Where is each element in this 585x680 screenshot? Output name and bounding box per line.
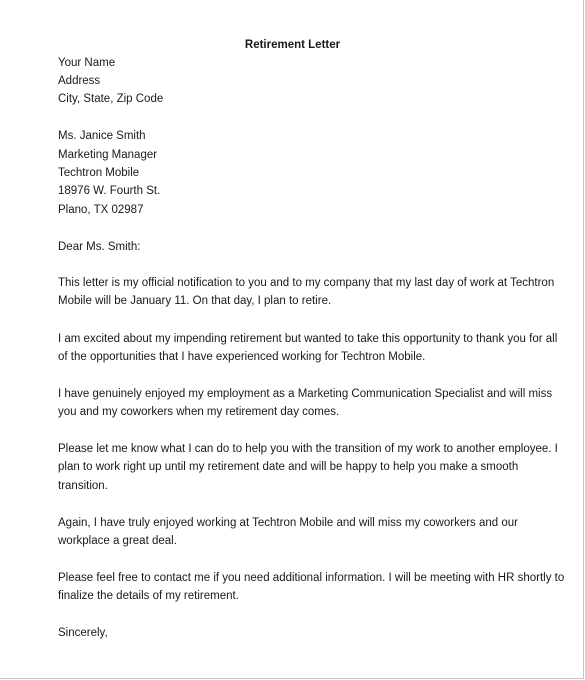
paragraph-1-line: Mobile will be January 11. On that day, I plan to retire. [58, 295, 332, 307]
recipient-title: Marketing Manager [58, 149, 158, 161]
paragraph-4-line: transition. [58, 480, 108, 492]
recipient-company: Techtron Mobile [58, 167, 140, 179]
paragraph-5-line: workplace a great deal. [58, 535, 177, 547]
closing: Sincerely, [58, 627, 108, 639]
sender-address: Address [58, 75, 101, 87]
paragraph-3-line: I have genuinely enjoyed my employment as a Marketing Communication Specialist and will miss [58, 388, 553, 400]
paragraph-4-line: Please let me know what I can do to help you with the transition of my work to another employee. I [58, 443, 558, 455]
sender-name: Your Name [58, 57, 116, 69]
paragraph-5-line: Again, I have truly enjoyed working at Techtron Mobile and will miss my coworkers and our [58, 517, 518, 529]
paragraph-3-line: you and my coworkers when my retirement day comes. [58, 406, 340, 418]
salutation: Dear Ms. Smith: [58, 241, 141, 253]
paragraph-1-line: This letter is my official notification to you and to my company that my last day of work at Techtron [58, 277, 555, 289]
recipient-name: Ms. Janice Smith [58, 130, 146, 142]
paragraph-2-line: I am excited about my impending retirement but wanted to take this opportunity to thank you for all [58, 333, 558, 345]
recipient-city: Plano, TX 02987 [58, 204, 144, 216]
paragraph-6-line: Please feel free to contact me if you need additional information. I will be meeting with HR shortly to [58, 572, 565, 584]
recipient-street: 18976 W. Fourth St. [58, 185, 161, 197]
paragraph-6-line: finalize the details of my retirement. [58, 590, 239, 602]
paragraph-2-line: of the opportunities that I have experienced working for Techtron Mobile. [58, 351, 426, 363]
document-title: Retirement Letter [244, 39, 341, 51]
sender-city-state-zip: City, State, Zip Code [58, 93, 164, 105]
paragraph-4-line: plan to work right up until my retirement date and will be happy to help you make a smooth [58, 461, 519, 473]
